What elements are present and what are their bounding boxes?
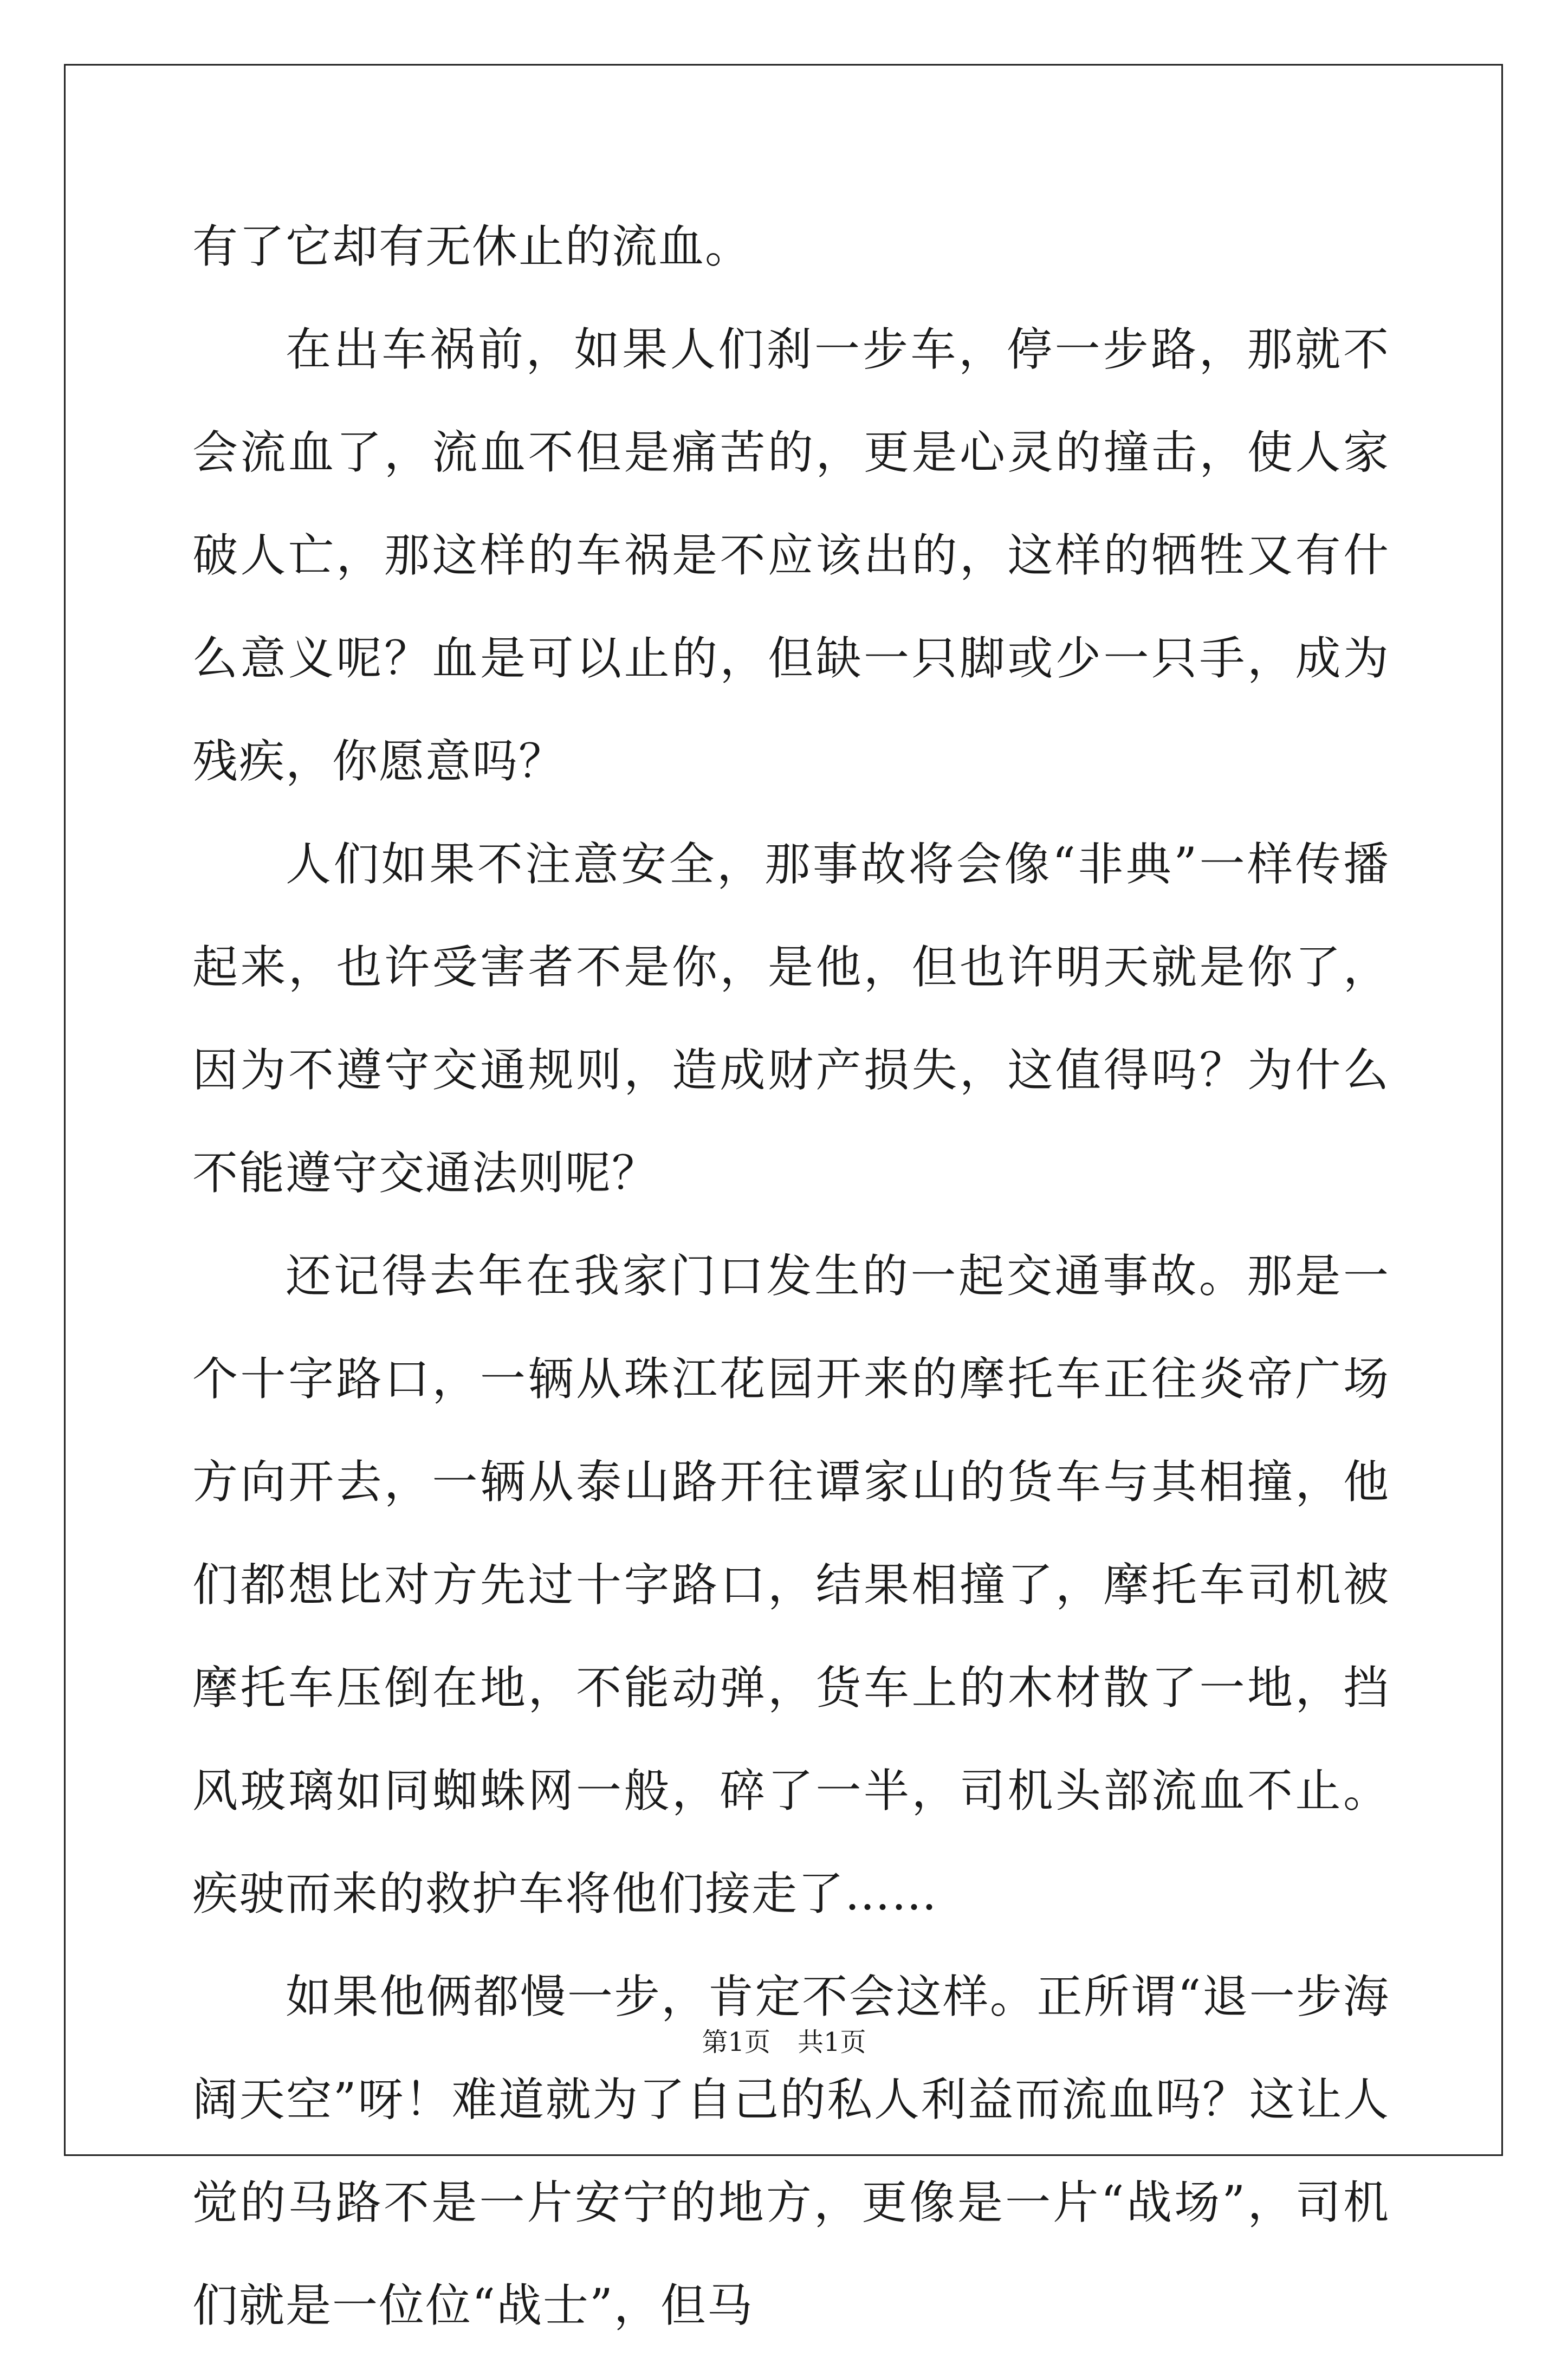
page-footer: [0, 2021, 1568, 2058]
page-number-total: 共1页: [798, 2027, 866, 2057]
page-number-current: 第1页: [702, 2027, 770, 2057]
paragraph-2: 在出车祸前，如果人们刹一步车，停一步路，那就不会流血了，流血不但是痛苦的，更是心灵的撞击，使人家破人亡，那这样的车祸是不应该出的，这样的牺牲又有什么意义呢？血是可以止的，但缺一只脚或少一只手，成为残疾，你愿意吗？: [192, 323, 1390, 788]
paragraph-5: 如果他俩都慢一步，肯定不会这样。正所谓“退一步海阔天空”呀！难道就为了自己的私人利益而流血吗？这让人觉的马路不是一片安宁的地方，更像是一片“战场”，司机们就是一位位“战士”，但马: [192, 1970, 1390, 2332]
paragraph-4: 还记得去年在我家门口发生的一起交通事故。那是一个十字路口，一辆从珠江花园开来的摩托车正往炎帝广场方向开去，一辆从泰山路开往谭家山的货车与其相撞，他们都想比对方先过十字路口，结果相撞了，摩托车司机被摩托车压倒在地，不能动弹，货车上的木材散了一地，挡风玻璃如同蜘蛛网一般，碎了一半，司机头部流血不止。疾驶而来的救护车将他们接走了……: [192, 1249, 1390, 1920]
paragraph-1: 有了它却有无休止的流血。: [192, 220, 752, 273]
paragraph-3: 人们如果不注意安全，那事故将会像“非典”一样传播起来，也许受害者不是你，是他，但也许明天就是你了，因为不遵守交通规则，造成财产损失，这值得吗？为什么不能遵守交通法则呢？: [192, 838, 1390, 1200]
